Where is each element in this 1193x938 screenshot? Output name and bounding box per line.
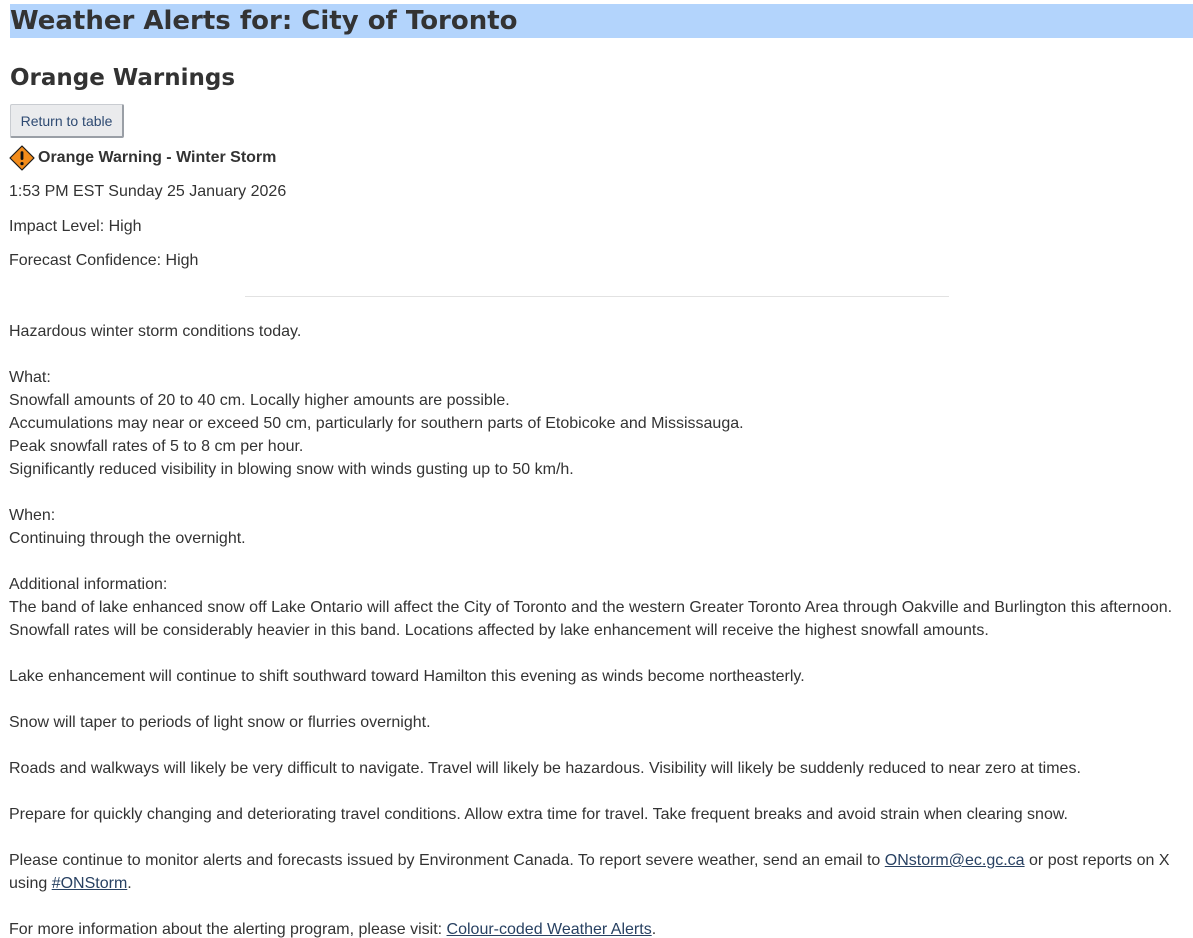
when-label: When: bbox=[9, 507, 56, 524]
colour-coded-alerts-link[interactable]: Colour-coded Weather Alerts bbox=[446, 921, 652, 938]
using-prefix: using bbox=[9, 875, 52, 892]
email-link[interactable]: ONstorm@ec.gc.ca bbox=[884, 852, 1025, 869]
lake-shift-text: Lake enhancement will continue to shift southward toward Hamilton this evening as winds become northeasterly. bbox=[9, 668, 805, 685]
intro-text: Hazardous winter storm conditions today. bbox=[9, 323, 302, 340]
additional-label: Additional information: bbox=[9, 576, 168, 593]
what-label: What: bbox=[9, 369, 51, 386]
warning-title: Orange Warning - Winter Storm bbox=[38, 149, 277, 166]
roads-text: Roads and walkways will likely be very difficult to navigate. Travel will likely be hazardous. Visibility will likely be suddenly reduced to near zero at times. bbox=[9, 760, 1081, 777]
taper-text: Snow will taper to periods of light snow or flurries overnight. bbox=[9, 714, 431, 731]
hashtag-link[interactable]: #ONStorm bbox=[51, 875, 128, 892]
page-title: Weather Alerts for: City of Toronto bbox=[10, 4, 1193, 38]
additional-line: The band of lake enhanced snow off Lake Ontario will affect the City of Toronto and the western Greater Toronto Area through Oakville and Burlington this afternoon. bbox=[9, 599, 1173, 616]
monitor-text bbox=[9, 849, 1193, 872]
orange-warning-icon bbox=[9, 145, 35, 171]
section-title: Orange Warnings bbox=[10, 65, 236, 91]
more-info-prefix: For more information about the alerting program, please visit: bbox=[9, 921, 447, 938]
more-info-suffix: . bbox=[651, 921, 657, 938]
forecast-confidence: Forecast Confidence: High bbox=[9, 252, 199, 269]
issued-time: 1:53 PM EST Sunday 25 January 2026 bbox=[9, 183, 287, 200]
monitor-mid: or post reports on X bbox=[1024, 852, 1170, 869]
monitor-prefix: Please continue to monitor alerts and forecasts issued by Environment Canada. To report severe weather, send an email to bbox=[9, 852, 885, 869]
using-text bbox=[9, 872, 1193, 895]
warning-heading bbox=[9, 145, 276, 171]
more-info-text bbox=[9, 918, 1193, 938]
additional-line: Snowfall rates will be considerably heavier in this band. Locations affected by lake enhancement will receive the highest snowfall amounts. bbox=[9, 622, 989, 639]
what-line: Significantly reduced visibility in blowing snow with winds gusting up to 50 km/h. bbox=[9, 461, 574, 478]
what-line: Accumulations may near or exceed 50 cm, particularly for southern parts of Etobicoke and Mississauga. bbox=[9, 415, 744, 432]
prepare-text: Prepare for quickly changing and deteriorating travel conditions. Allow extra time for travel. Take frequent breaks and avoid strain when clearing snow. bbox=[9, 806, 1068, 823]
impact-level: Impact Level: High bbox=[9, 218, 142, 235]
using-period: . bbox=[127, 875, 132, 892]
return-to-table-button[interactable]: Return to table bbox=[10, 104, 124, 138]
when-line: Continuing through the overnight. bbox=[9, 530, 246, 547]
what-line: Peak snowfall rates of 5 to 8 cm per hour. bbox=[9, 438, 304, 455]
divider bbox=[245, 296, 949, 297]
what-line: Snowfall amounts of 20 to 40 cm. Locally higher amounts are possible. bbox=[9, 392, 510, 409]
warning-body bbox=[9, 320, 1193, 938]
